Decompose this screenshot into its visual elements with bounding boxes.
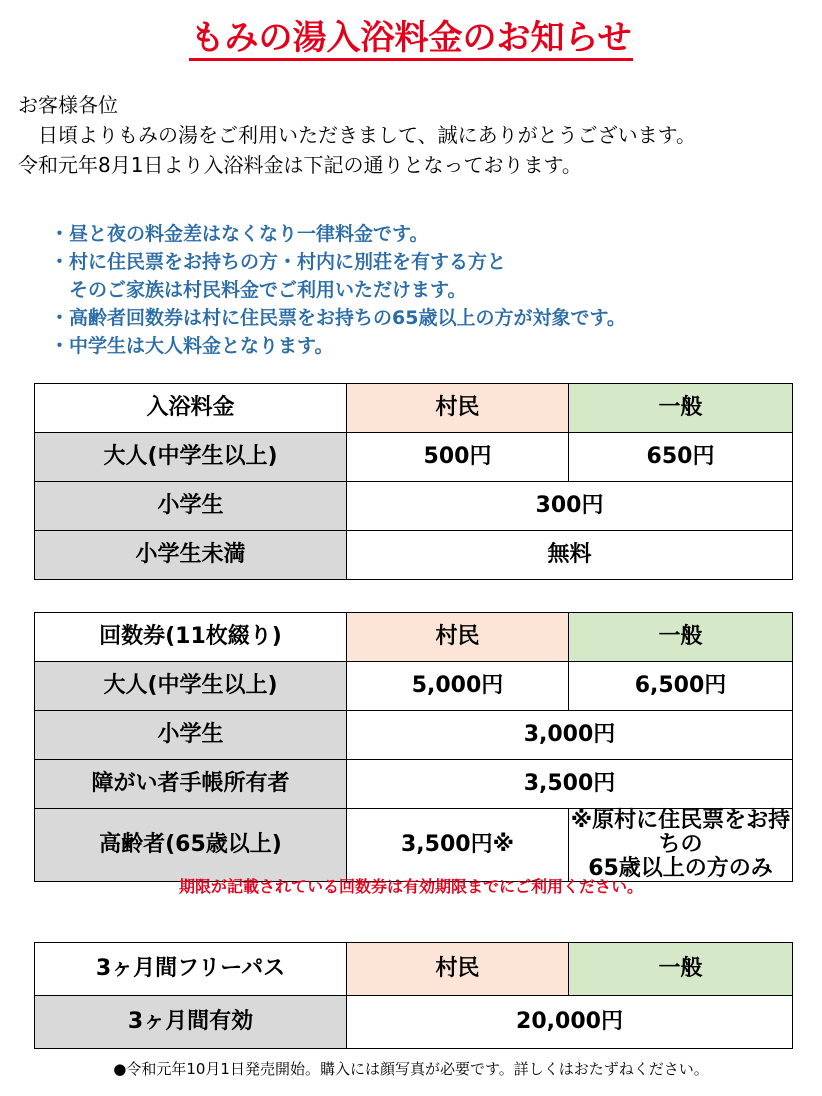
row-label: 大人(中学生以上)	[35, 662, 347, 711]
coupon-table	[34, 612, 793, 882]
column-villager: 村民	[347, 613, 569, 662]
row-label: 小学生未満	[35, 531, 347, 580]
table-row	[35, 531, 793, 580]
senior-note	[569, 809, 793, 882]
column-villager: 村民	[347, 384, 569, 433]
bath-fee-table	[34, 383, 793, 580]
row-label: 小学生	[35, 711, 347, 760]
table-row	[35, 711, 793, 760]
villager-price: 500円	[347, 433, 569, 482]
greeting-line-1: お客様各位	[18, 93, 118, 117]
table-header-row	[35, 613, 793, 662]
row-label: 高齢者(65歳以上)	[35, 809, 347, 882]
table-header-row	[35, 384, 793, 433]
expiry-notice: 期限が記載されている回数券は有効期限までにご利用ください。	[178, 877, 643, 896]
shared-price: 3,500円	[347, 760, 793, 809]
row-label: 障がい者手帳所有者	[35, 760, 347, 809]
table-header-label: 3ヶ月間フリーパス	[35, 943, 347, 996]
footnote: ●令和元年10月1日発売開始。購入には顔写真が必要です。詳しくはおたずねください。	[113, 1060, 709, 1078]
table-row	[35, 433, 793, 482]
free-pass-table	[34, 942, 793, 1049]
column-villager: 村民	[347, 943, 569, 996]
table-row	[35, 996, 793, 1049]
shared-price: 無料	[347, 531, 793, 580]
general-price: 6,500円	[569, 662, 793, 711]
row-label: 大人(中学生以上)	[35, 433, 347, 482]
table-row	[35, 482, 793, 531]
bullet-item: ・昼と夜の料金差はなくなり一律料金です。	[50, 223, 429, 245]
bullet-item: ・中学生は大人料金となります。	[50, 335, 334, 357]
bullet-item: そのご家族は村民料金でご利用いただけます。	[50, 279, 467, 301]
column-general: 一般	[569, 384, 793, 433]
table-row	[35, 662, 793, 711]
shared-price: 3,000円	[347, 711, 793, 760]
table-row	[35, 760, 793, 809]
table-header-row	[35, 943, 793, 996]
shared-price: 20,000円	[347, 996, 793, 1049]
notice-bullets	[50, 220, 626, 360]
column-general: 一般	[569, 613, 793, 662]
note-line: ※原村に住民票をお持ちの	[570, 808, 791, 857]
greeting-line-2: 日頃よりもみの湯をご利用いただきまして、誠にありがとうございます。	[18, 123, 696, 147]
villager-price: 5,000円	[347, 662, 569, 711]
column-general: 一般	[569, 943, 793, 996]
row-label: 小学生	[35, 482, 347, 531]
bullet-item: ・高齢者回数券は村に住民票をお持ちの65歳以上の方が対象です。	[50, 307, 626, 329]
bullet-item: ・村に住民票をお持ちの方・村内に別荘を有する方と	[50, 251, 507, 273]
villager-price: 3,500円※	[347, 809, 569, 882]
general-price: 650円	[569, 433, 793, 482]
page-title	[0, 14, 822, 62]
row-label: 3ヶ月間有効	[35, 996, 347, 1049]
shared-price: 300円	[347, 482, 793, 531]
note-line: 65歳以上の方のみ	[588, 856, 773, 881]
table-header-label: 入浴料金	[35, 384, 347, 433]
title-text: もみの湯入浴料金のお知らせ	[189, 18, 634, 61]
table-row	[35, 809, 793, 882]
table-header-label: 回数券(11枚綴り)	[35, 613, 347, 662]
greeting-line-3: 令和元年8月1日より入浴料金は下記の通りとなっております。	[18, 153, 582, 177]
